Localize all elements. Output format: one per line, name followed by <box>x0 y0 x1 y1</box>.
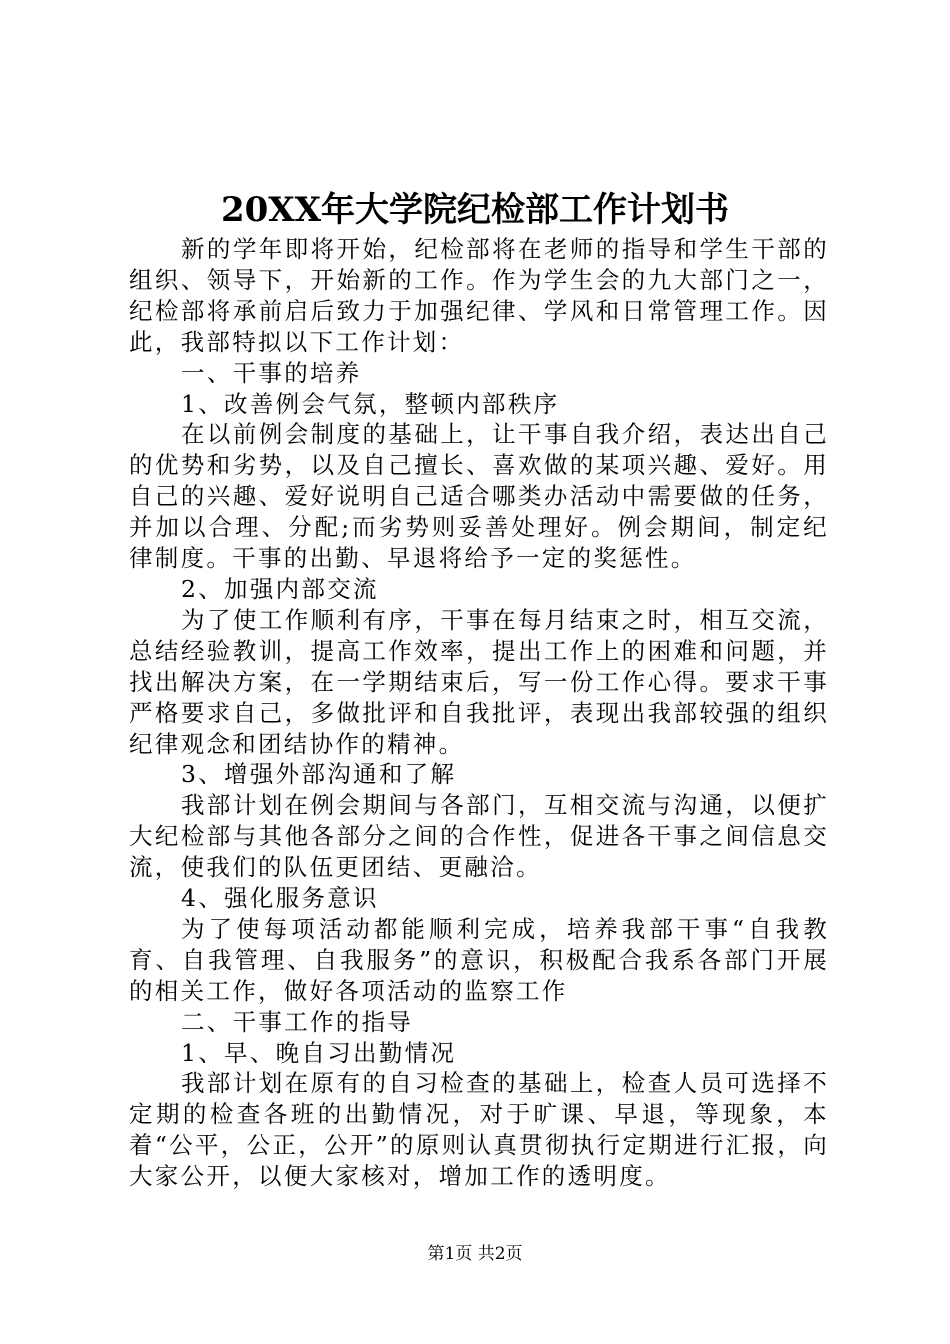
paragraph-item-1-1: 在以前例会制度的基础上，让干事自我介绍，表达出自己的优势和劣势，以及自己擅长、喜欢做的某项兴趣、爱好。用自己的兴趣、爱好说明自己适合哪类办活动中需要做的任务，并加以合理、分配;而劣势则妥善处理好。例会期间，制定纪律制度。干事的出勤、早退将给予一定的奖惩性。 <box>129 420 829 573</box>
heading-item-1-4: 4、强化服务意识 <box>181 884 379 913</box>
paragraph-item-1-4: 为了使每项活动都能顺利完成，培养我部干事“自我教育、自我管理、自我服务”的意识，积极配合我系各部门开展的相关工作，做好各项活动的监察工作 <box>129 914 829 1005</box>
heading-section-2: 二、干事工作的指导 <box>181 1007 414 1036</box>
paragraph-item-1-2: 为了使工作顺利有序，干事在每月结束之时，相互交流，总结经验教训，提高工作效率，提出工作上的困难和问题，并找出解决方案，在一学期结束后，写一份工作心得。要求干事严格要求自己，多做批评和自我批评，表现出我部较强的组织纪律观念和团结协作的精神。 <box>129 605 829 758</box>
heading-section-1: 一、干事的培养 <box>181 358 362 387</box>
document-body <box>129 234 829 1192</box>
heading-item-2-1: 1、早、晚自习出勤情况 <box>181 1038 457 1067</box>
heading-item-1-3: 3、增强外部沟通和了解 <box>181 760 457 789</box>
page-number-footer: 第1页 共2页 <box>427 1244 523 1264</box>
paragraph-item-2-1: 我部计划在原有的自习检查的基础上，检查人员可选择不定期的检查各班的出勤情况，对于旷课、早退，等现象，本着“公平，公正，公开”的原则认真贯彻执行定期进行汇报，向大家公开，以便大家核对，增加工作的透明度。 <box>129 1069 829 1191</box>
paragraph-intro: 新的学年即将开始，纪检部将在老师的指导和学生干部的组织、领导下，开始新的工作。作为学生会的九大部门之一，纪检部将承前启后致力于加强纪律、学风和日常管理工作。因此，我部特拟以下工作计划： <box>129 235 829 356</box>
paragraph-item-1-3: 我部计划在例会期间与各部门，互相交流与沟通，以便扩大纪检部与其他各部分之间的合作性，促进各干事之间信息交流，使我们的队伍更团结、更融洽。 <box>129 791 829 882</box>
heading-item-1-1: 1、改善例会气氛，整顿内部秩序 <box>181 389 560 418</box>
document-title: 20XX年大学院纪检部工作计划书 <box>220 190 730 230</box>
heading-item-1-2: 2、加强内部交流 <box>181 574 379 603</box>
